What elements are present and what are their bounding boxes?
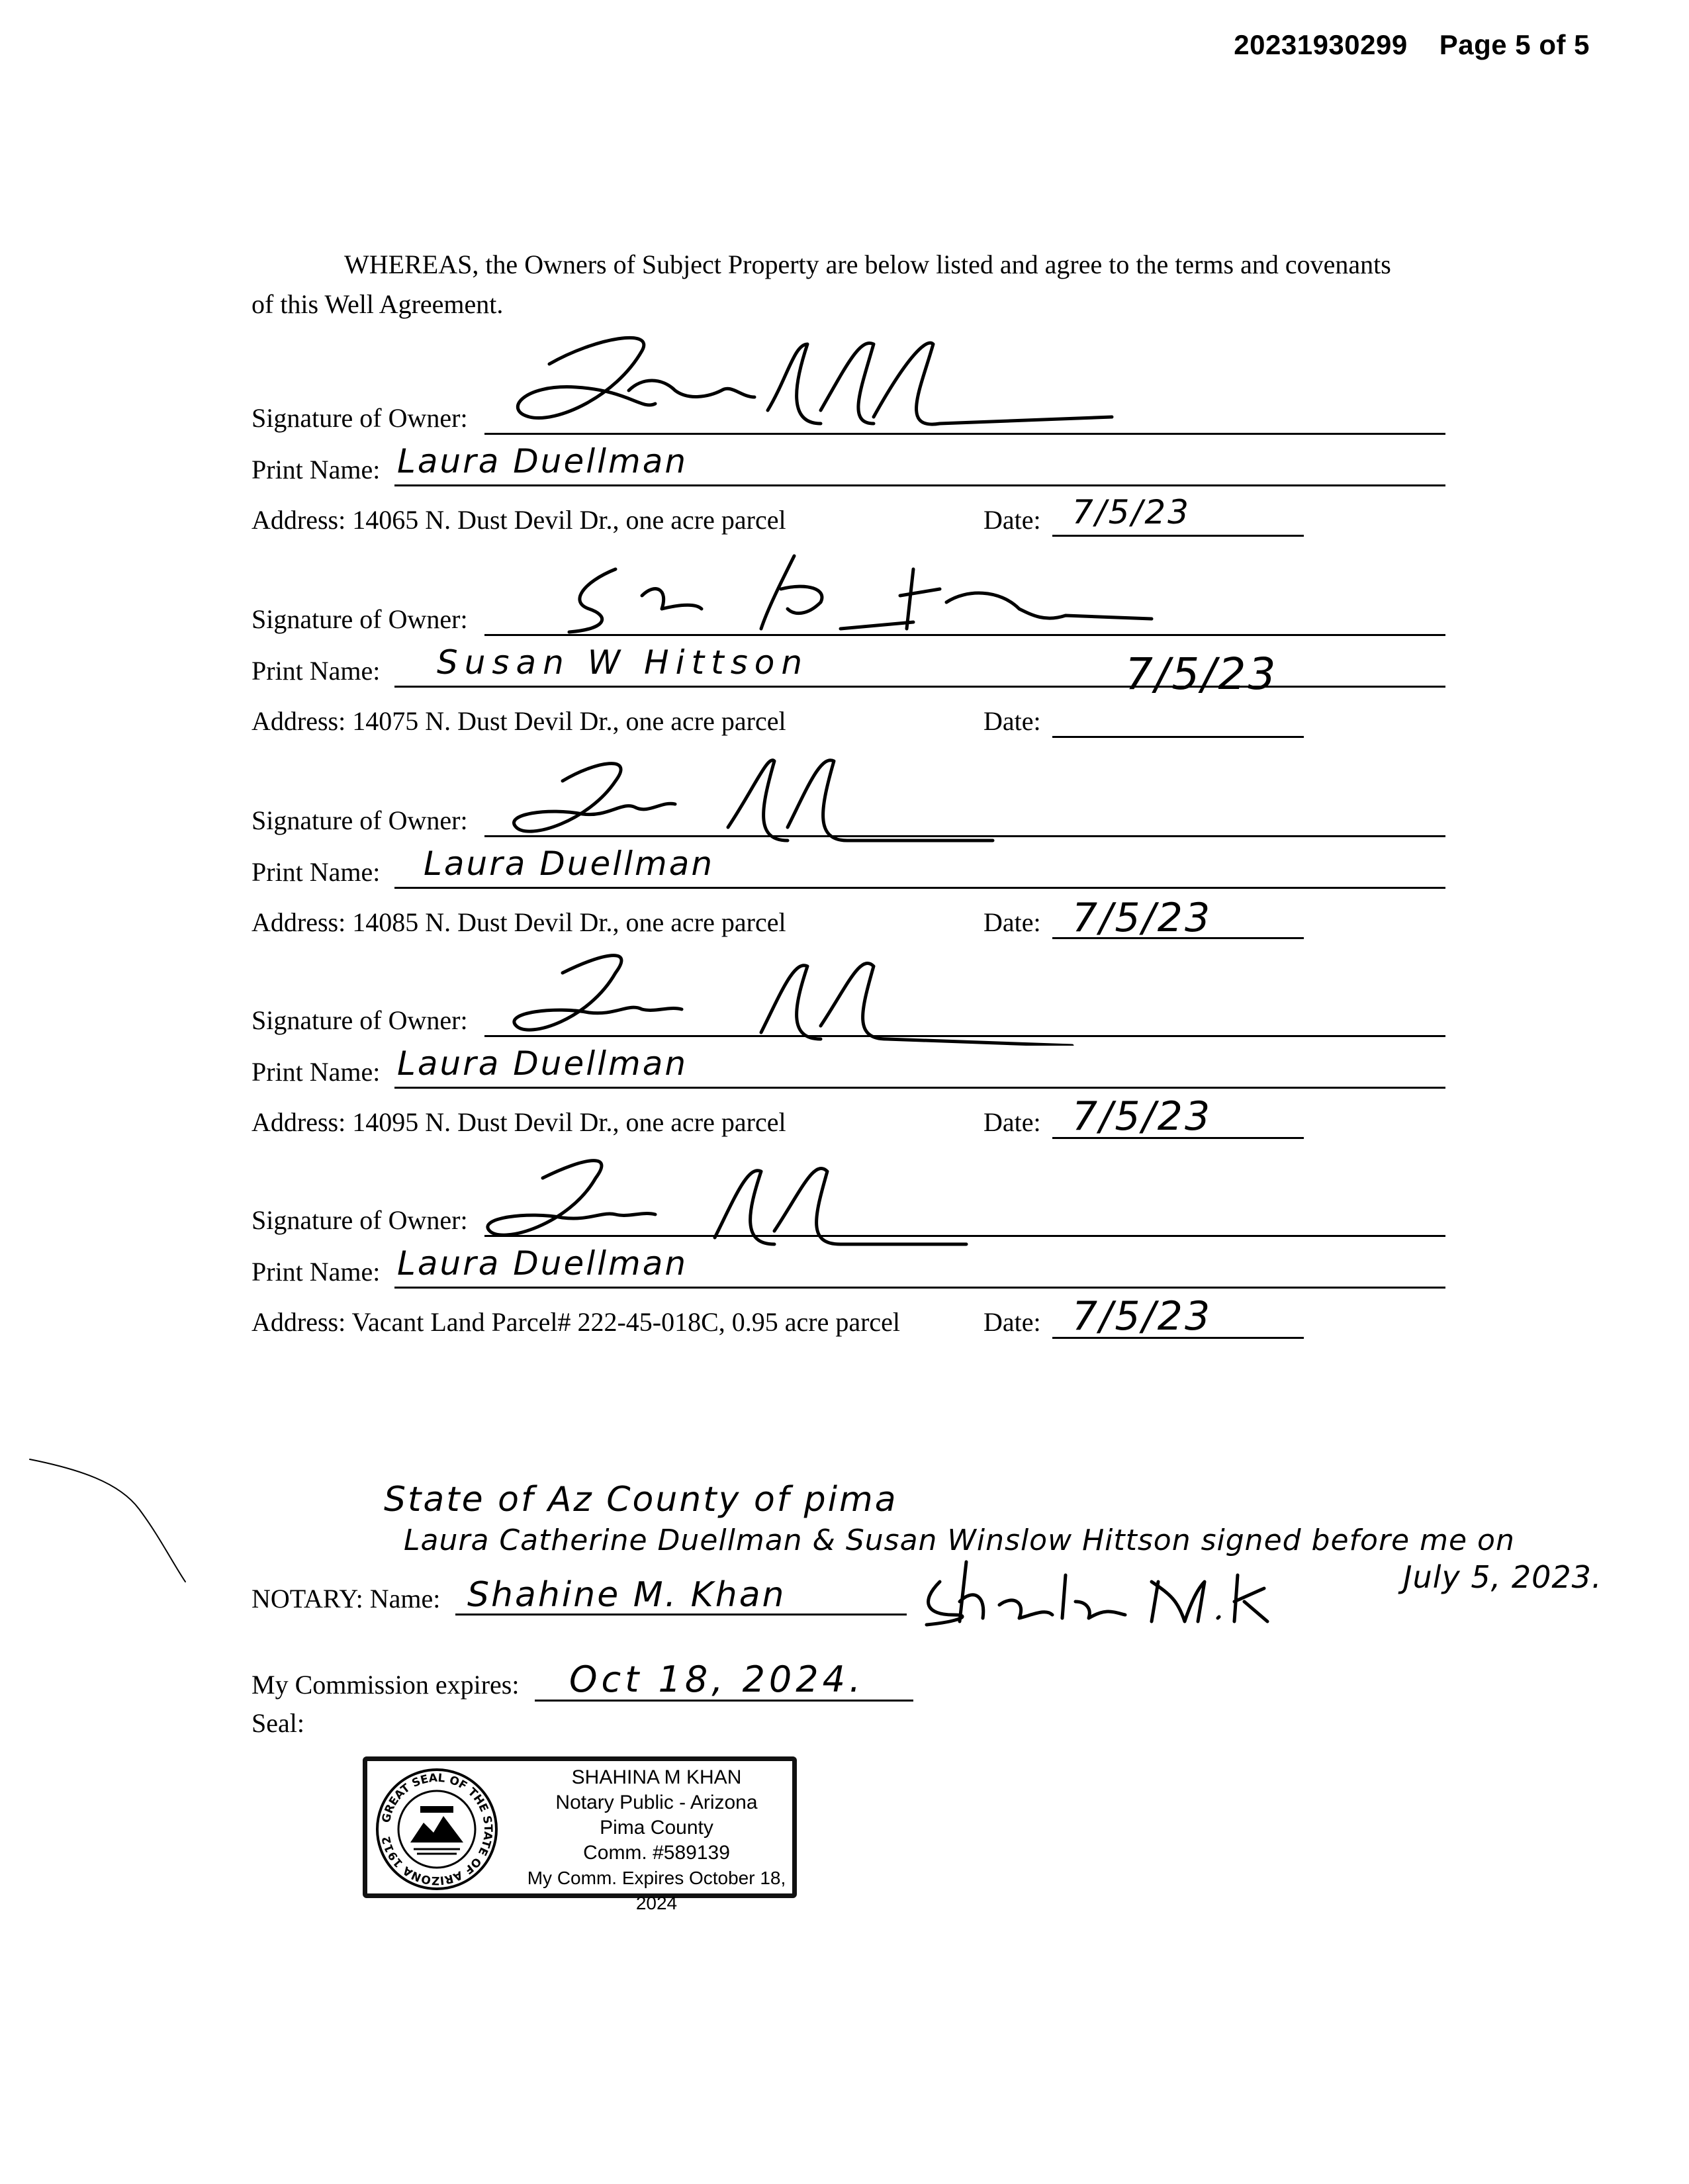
- print-name-label: Print Name:: [251, 656, 381, 686]
- signature-label: Signature of Owner:: [251, 1205, 468, 1235]
- owner-signature: [477, 741, 1072, 847]
- print-name-line: [394, 1087, 1445, 1089]
- owner-signature: [463, 1145, 1059, 1257]
- owner-date: 7/5/23: [1072, 1093, 1212, 1140]
- stamp-text: [514, 1765, 799, 1916]
- owner-printed-name: Laura Duellman: [397, 1244, 688, 1283]
- print-name-label: Print Name:: [251, 1057, 381, 1087]
- owner-signature: [543, 543, 1205, 642]
- notary-printed-name: Shahine M. Khan: [467, 1575, 786, 1615]
- owner-address: Address: Vacant Land Parcel# 222-45-018C, 0.95 acre parcel: [251, 1307, 901, 1337]
- date-label: Date:: [983, 706, 1041, 736]
- signature-label: Signature of Owner:: [251, 604, 468, 634]
- notary-acknowledgment-text: Laura Catherine Duellman & Susan Winslow Hittson signed before me on: [404, 1524, 1515, 1557]
- seal-label: Seal:: [251, 1708, 304, 1738]
- print-name-line: [394, 484, 1445, 486]
- owner-address: Address: 14095 N. Dust Devil Dr., one acre parcel: [251, 1107, 786, 1137]
- signature-label: Signature of Owner:: [251, 1005, 468, 1035]
- date-label: Date:: [983, 1307, 1041, 1337]
- svg-text:GREAT SEAL OF THE STATE OF ARI: GREAT SEAL OF THE STATE OF ARIZONA 1912: [379, 1771, 495, 1888]
- stamp-notary-title: Notary Public - Arizona: [555, 1792, 758, 1813]
- document-number: 20231930299: [1234, 29, 1408, 60]
- notary-name-label: NOTARY: Name:: [251, 1584, 441, 1614]
- print-name-label: Print Name:: [251, 455, 381, 484]
- owner-printed-name: Laura Duellman: [424, 844, 715, 883]
- owner-date: 7/5/23: [1072, 493, 1191, 531]
- stamp-county: Pima County: [600, 1817, 713, 1839]
- owner-address: Address: 14065 N. Dust Devil Dr., one acre parcel: [251, 505, 786, 535]
- commission-expiration-date: Oct 18, 2024.: [569, 1659, 865, 1700]
- intro-paragraph: WHEREAS, the Owners of Subject Property are below listed and agree to the terms and covenants of this Well Agreement.: [251, 250, 1391, 319]
- notary-acknowledgment-venue: State of Az County of pima: [384, 1480, 898, 1520]
- print-name-label: Print Name:: [251, 857, 381, 887]
- stamp-notary-name: SHAHINA M KHAN: [571, 1766, 742, 1788]
- owner-date: 7/5/23: [1072, 1293, 1212, 1340]
- notary-acknowledgment-date: July 5, 2023.: [1403, 1559, 1602, 1595]
- print-name-line: [394, 887, 1445, 889]
- print-name-line: [394, 1287, 1445, 1289]
- arizona-state-seal-emblem: [374, 1766, 500, 1892]
- owner-date: 7/5/23: [1072, 895, 1212, 941]
- owner-printed-name: Susan W Hittson: [437, 643, 809, 682]
- date-label: Date:: [983, 1107, 1041, 1137]
- owner-date: 7/5/23: [1125, 649, 1278, 700]
- owner-signature: [477, 324, 1138, 437]
- document-header: [1234, 29, 1590, 61]
- owner-printed-name: Laura Duellman: [397, 442, 688, 480]
- commission-label: My Commission expires:: [251, 1670, 520, 1700]
- page-indicator: Page 5 of 5: [1439, 29, 1590, 60]
- owner-address: Address: 14075 N. Dust Devil Dr., one acre parcel: [251, 706, 786, 736]
- owner-signature: [477, 940, 1112, 1046]
- print-name-label: Print Name:: [251, 1257, 381, 1287]
- date-line: [1052, 736, 1304, 738]
- stamp-commission-number: Comm. #589139: [583, 1842, 730, 1864]
- owner-printed-name: Laura Duellman: [397, 1044, 688, 1083]
- owner-address: Address: 14085 N. Dust Devil Dr., one acre parcel: [251, 907, 786, 937]
- notary-stamp: [363, 1756, 797, 1913]
- notary-signature: [913, 1555, 1284, 1628]
- stray-pen-mark: [26, 1456, 199, 1588]
- date-label: Date:: [983, 505, 1041, 535]
- date-line: [1052, 535, 1304, 537]
- date-label: Date:: [983, 907, 1041, 937]
- signature-label: Signature of Owner:: [251, 403, 468, 433]
- signature-label: Signature of Owner:: [251, 805, 468, 835]
- print-name-line: [394, 686, 1445, 688]
- stamp-expiration: My Comm. Expires October 18, 2024: [527, 1868, 786, 1913]
